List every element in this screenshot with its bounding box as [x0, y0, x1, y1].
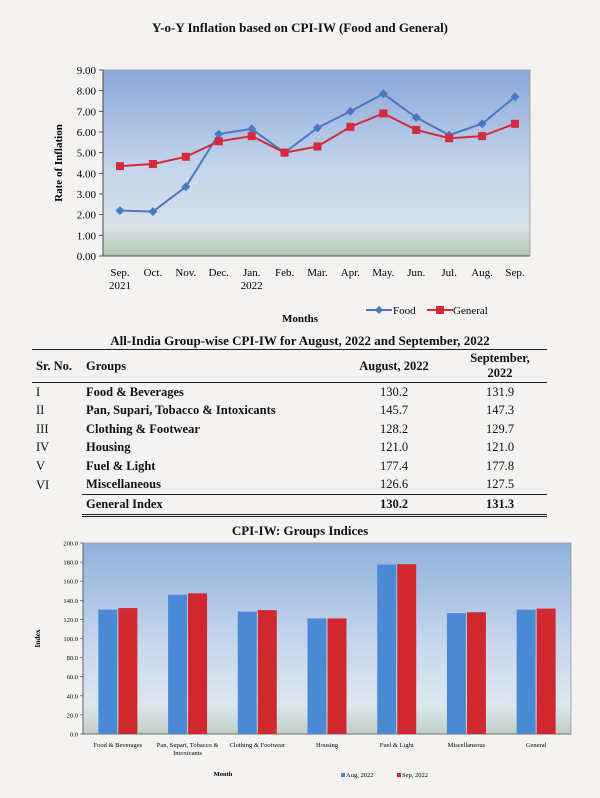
- bar-sep-2022: [467, 612, 486, 734]
- august-value-cell: 130.2: [379, 384, 409, 399]
- y-tick-label: 1.00: [76, 230, 96, 243]
- september-value-cell: 127.5: [485, 477, 515, 492]
- x-tick-label: Clothing & Footwear: [229, 742, 286, 749]
- legend-general-label: General: [453, 305, 488, 317]
- header-sr-no: Sr. No.: [32, 350, 82, 383]
- x-tick-label: Mar.: [307, 267, 328, 279]
- table-row: [32, 402, 547, 421]
- september-value-cell: 129.7: [485, 421, 515, 436]
- bar-sep-2022: [328, 618, 347, 734]
- table-title: All-India Group-wise CPI-IW for August, 2022 and September, 2022: [110, 333, 490, 348]
- y-tick-label: 140.0: [63, 597, 78, 605]
- sr-no-cell: I: [36, 384, 41, 399]
- group-name-cell: Miscellaneous: [86, 477, 161, 492]
- groups-bar-chart: [0, 538, 600, 788]
- group-name-cell: Fuel & Light: [86, 458, 156, 473]
- x-tick-label: Pan, Supari, Tobacco &: [156, 742, 219, 749]
- september-value-cell: 177.8: [485, 458, 515, 473]
- plot-area: [103, 70, 530, 256]
- x-tick-label: Oct.: [143, 267, 163, 279]
- y-tick-label: 100.0: [63, 636, 78, 643]
- september-value-cell: 131.3: [453, 495, 547, 516]
- bar-aug-2022: [238, 612, 257, 734]
- group-name-cell: Clothing & Footwear: [86, 421, 200, 436]
- y-tick-label: 160.0: [63, 578, 78, 586]
- bar-aug-2022: [168, 595, 187, 734]
- y-tick-label: 3.00: [76, 189, 96, 201]
- general-point: [314, 142, 322, 150]
- legend-sep-marker: [397, 773, 401, 777]
- august-value-cell: 130.2: [335, 495, 453, 516]
- y-tick-label: 7.00: [76, 106, 96, 119]
- august-value-cell: 177.4: [379, 458, 409, 473]
- bar-sep-2022: [537, 609, 556, 734]
- general-point: [248, 132, 256, 140]
- bar-aug-2022: [517, 610, 536, 734]
- y-tick-label: 120.0: [63, 616, 78, 624]
- general-point: [445, 134, 453, 142]
- table-row: [32, 383, 547, 402]
- legend-aug-marker: [341, 773, 345, 777]
- bar-sep-2022: [258, 610, 277, 734]
- y-axis-label: Index: [33, 629, 42, 648]
- table-row: [32, 420, 547, 439]
- bar-sep-2022: [118, 608, 137, 734]
- header-september: September, 2022: [453, 350, 547, 383]
- x-tick-label: May.: [372, 267, 395, 279]
- y-tick-label: 4.00: [76, 168, 96, 181]
- general-point: [182, 153, 190, 161]
- group-name-cell: Food & Beverages: [86, 384, 184, 399]
- inflation-line-chart: [0, 38, 600, 328]
- august-value-cell: 126.6: [379, 477, 409, 492]
- y-tick-label: 0.0: [69, 731, 78, 739]
- x-tick-label: Food & Beverages: [93, 742, 143, 749]
- sr-no-cell: VI: [36, 477, 50, 492]
- x-tick-label: Nov.: [175, 267, 197, 279]
- y-tick-label: 9.00: [76, 65, 96, 77]
- bar-aug-2022: [98, 610, 117, 734]
- x-tick-label: General: [525, 742, 547, 749]
- general-point: [346, 123, 354, 131]
- sr-no-cell: [32, 495, 82, 516]
- bar-aug-2022: [377, 565, 396, 734]
- x-tick-label: Housing: [315, 742, 339, 749]
- y-tick-label: 2.00: [76, 209, 96, 222]
- legend-food-marker: [375, 306, 383, 314]
- x-tick-label: Jan.: [242, 267, 261, 279]
- legend-aug-label: Aug, 2022: [346, 772, 374, 779]
- x-tick-label: Aug.: [471, 267, 493, 279]
- x-tick-label: 2022: [240, 280, 263, 292]
- y-tick-label: 0.00: [76, 251, 96, 263]
- x-tick-label: 2021: [109, 280, 131, 292]
- table-header-row: [32, 350, 547, 383]
- header-august: August, 2022: [335, 350, 453, 383]
- table-row: [32, 457, 547, 476]
- group-index-table: [32, 349, 547, 517]
- inflation-chart-title: Y-o-Y Inflation based on CPI-IW (Food and General): [151, 20, 449, 35]
- general-point: [149, 160, 157, 168]
- sr-no-cell: V: [36, 458, 46, 473]
- legend: [366, 305, 488, 317]
- september-value-cell: 121.0: [485, 440, 515, 455]
- general-index-row: [32, 495, 547, 516]
- x-tick-label: Sep.: [110, 267, 130, 279]
- september-value-cell: 131.9: [485, 384, 515, 399]
- x-tick-label: Jul.: [441, 267, 457, 279]
- y-tick-label: 180.0: [63, 559, 78, 567]
- y-tick-label: 5.00: [76, 147, 96, 160]
- general-point: [379, 109, 387, 117]
- table-row: [32, 439, 547, 458]
- x-tick-label: Jun.: [407, 267, 426, 279]
- x-tick-label: Intoxicants: [173, 750, 203, 757]
- x-tick-label: Sep.: [505, 267, 525, 279]
- august-value-cell: 121.0: [379, 440, 409, 455]
- table-row: [32, 476, 547, 495]
- legend-general-marker: [436, 306, 444, 314]
- bar-sep-2022: [397, 564, 416, 734]
- x-axis-label: Months: [281, 313, 319, 325]
- sr-no-cell: II: [36, 403, 45, 418]
- legend-sep-label: Sep, 2022: [402, 772, 428, 779]
- y-tick-label: 40.0: [66, 693, 78, 701]
- plot-area: [83, 543, 571, 734]
- general-point: [116, 162, 124, 170]
- group-name-cell: Pan, Supari, Tobacco & Intoxicants: [86, 403, 276, 418]
- general-point: [478, 132, 486, 140]
- august-value-cell: 128.2: [379, 421, 409, 436]
- x-tick-label: Feb.: [274, 267, 295, 279]
- bar-sep-2022: [188, 593, 207, 734]
- y-axis-label: Rate of Inflation: [53, 124, 65, 202]
- y-tick-label: 200.0: [63, 540, 78, 548]
- x-tick-label: Dec.: [208, 267, 229, 279]
- general-point: [281, 149, 289, 157]
- legend-food-label: Food: [393, 305, 416, 317]
- y-tick-label: 80.0: [66, 655, 78, 663]
- y-tick-label: 8.00: [76, 85, 96, 98]
- sr-no-cell: IV: [36, 440, 50, 455]
- september-value-cell: 147.3: [485, 403, 515, 418]
- y-tick-label: 6.00: [76, 127, 96, 139]
- sr-no-cell: III: [36, 421, 49, 436]
- general-point: [215, 137, 223, 145]
- group-name-cell: General Index: [82, 495, 335, 516]
- y-tick-label: 20.0: [66, 712, 78, 720]
- groups-chart-title: CPI-IW: Groups Indices: [231, 523, 369, 538]
- general-point: [511, 120, 519, 128]
- x-tick-label: Miscellaneous: [447, 742, 486, 749]
- legend: [341, 772, 428, 779]
- general-point: [412, 126, 420, 134]
- august-value-cell: 145.7: [379, 403, 409, 418]
- x-tick-label: Fuel & Light: [379, 742, 414, 749]
- bar-aug-2022: [447, 613, 466, 734]
- x-axis-label: Month: [213, 771, 233, 778]
- header-groups: Groups: [82, 350, 335, 383]
- y-tick-label: 60.0: [66, 674, 78, 682]
- x-tick-label: Apr.: [340, 267, 361, 279]
- group-name-cell: Housing: [86, 440, 131, 455]
- bar-aug-2022: [308, 618, 327, 734]
